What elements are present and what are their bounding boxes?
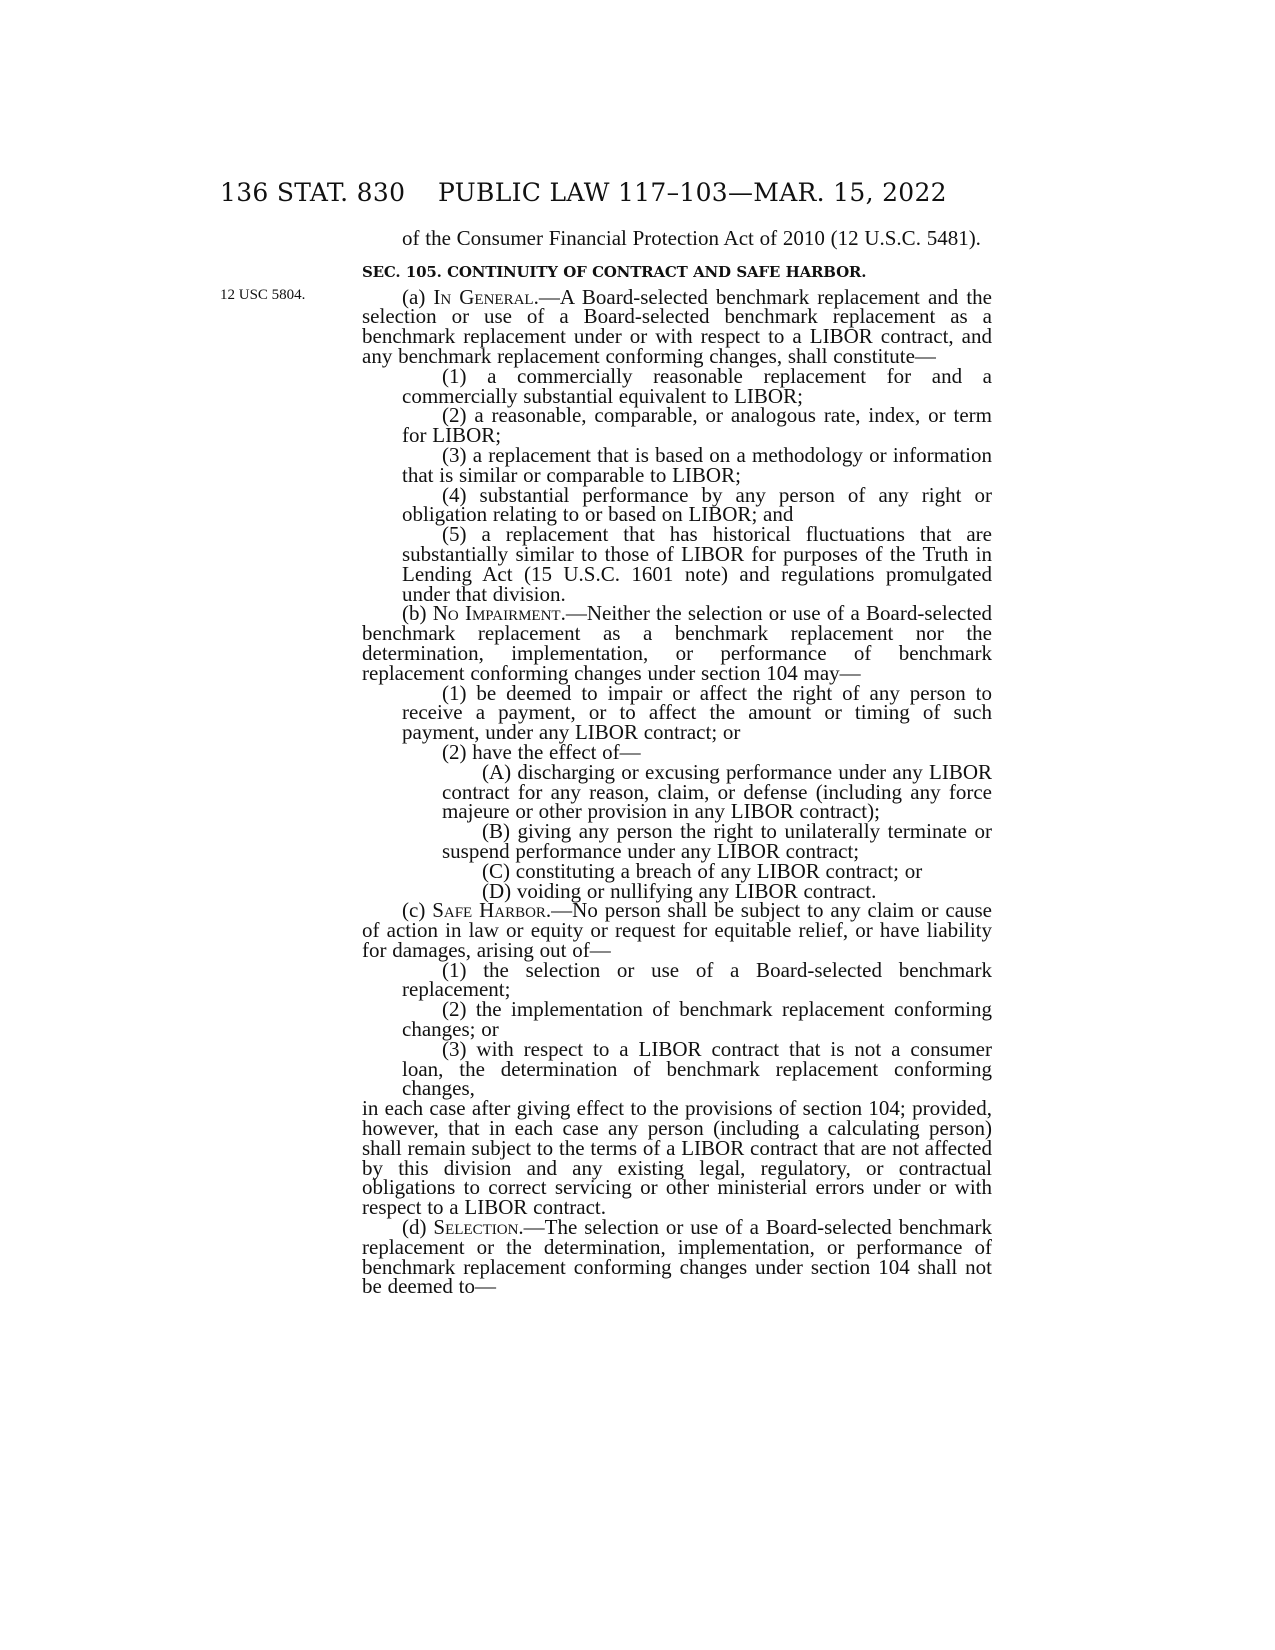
paragraph-a5: (5) a replacement that has historical fluctuations that are substantially similar to those of LIBOR for purposes of the Truth in Lending Act (15 U.S.C. 1601 note) and regulations promulgated under that division. (402, 522, 992, 606)
subsection-b-heading: No Impairment (432, 601, 561, 626)
continuation-text: of the Consumer Financial Protection Act of 2010 (12 U.S.C. 5481). (402, 226, 981, 250)
subsection-a-heading: In General (433, 284, 534, 309)
subsection-c-label: (c) (402, 898, 433, 923)
subparagraph-b2A: (A) discharging or excusing performance under any LIBOR contract for any reason, claim, or defense (including any force majeure or other provision in any LIBOR contract); (442, 759, 992, 824)
paragraph-a1: (1) a commercially reasonable replacement for and a commercially substantial equivalent to LIBOR; (402, 363, 992, 408)
subsection-d (362, 1215, 992, 1299)
subsection-a-text: .—A Board-selected benchmark replacement and the selection or use of a Board-selected benchmark replacement as a benchmark replacement under or with respect to a LIBOR contract, and any benchmark replacement conforming changes, shall constitute— (362, 284, 992, 368)
paragraph-a3: (3) a replacement that is based on a methodology or information that is similar or comparable to LIBOR; (402, 442, 992, 487)
subsection-c-heading: Safe Harbor (432, 898, 546, 923)
subparagraph-b2C: (C) constituting a breach of any LIBOR contract; or (482, 858, 923, 883)
paragraph-b1: (1) be deemed to impair or affect the right of any person to receive a payment, or to affect the amount or timing of such payment, under any LIBOR contract; or (402, 680, 992, 745)
subparagraph-b2D: (D) voiding or nullifying any LIBOR contract. (482, 878, 877, 903)
paragraph-b2: (2) have the effect of— (442, 739, 641, 764)
subsection-a (362, 284, 992, 368)
paragraph-c3: (3) with respect to a LIBOR contract that is not a consumer loan, the determination of benchmark replacement conforming changes, (402, 1036, 992, 1101)
paragraph-a2: (2) a reasonable, comparable, or analogous rate, index, or term for LIBOR; (402, 403, 992, 448)
subsection-b-text: .—Neither the selection or use of a Board-selected benchmark replacement as a benchmark replacement nor the determination, implementation, or performance of benchmark replacement conforming changes under section 104 may— (362, 601, 992, 685)
subsection-c (362, 898, 993, 962)
running-header-title: PUBLIC LAW 117–103—MAR. 15, 2022 (438, 178, 947, 207)
subsection-a-label: (a) (402, 284, 434, 309)
stat-page-number: 136 STAT. 830 (220, 178, 406, 207)
subsection-d-heading: Selection (433, 1215, 519, 1240)
section-title: SEC. 105. CONTINUITY OF CONTRACT AND SAFE HARBOR. (362, 262, 867, 281)
paragraph-c2: (2) the implementation of benchmark replacement conforming changes; or (402, 997, 992, 1042)
margin-citation: 12 USC 5804. (220, 287, 306, 303)
document-body (362, 226, 993, 1299)
paragraph-c1: (1) the selection or use of a Board-selected benchmark replacement; (402, 957, 992, 1002)
subparagraph-b2B: (B) giving any person the right to unilaterally terminate or suspend performance under any LIBOR contract; (442, 819, 992, 863)
subsection-b (362, 601, 992, 685)
subsection-d-label: (d) (402, 1215, 434, 1240)
subsection-d-text: .—The selection or use of a Board-selected benchmark replacement or the determination, implementation, or performance of benchmark replacement conforming changes under section 104 shall not be deemed to— (362, 1215, 992, 1299)
paragraph-a4: (4) substantial performance by any person of any right or obligation relating to or based on LIBOR; and (402, 482, 992, 527)
subsection-b-label: (b) (402, 601, 433, 626)
subsection-c-text: .—No person shall be subject to any claim or cause of action in law or equity or request for equitable relief, or have liability for damages, arising out of— (362, 898, 993, 962)
subsection-c-closing: in each case after giving effect to the provisions of section 104; provided, however, that in each case any person (including a calculating person) shall remain subject to the terms of a LIBOR contract that are not affected by this division and any existing legal, regulatory, or contractual obligations to correct servicing or other ministerial errors under or with respect to a LIBOR contract. (362, 1096, 992, 1220)
